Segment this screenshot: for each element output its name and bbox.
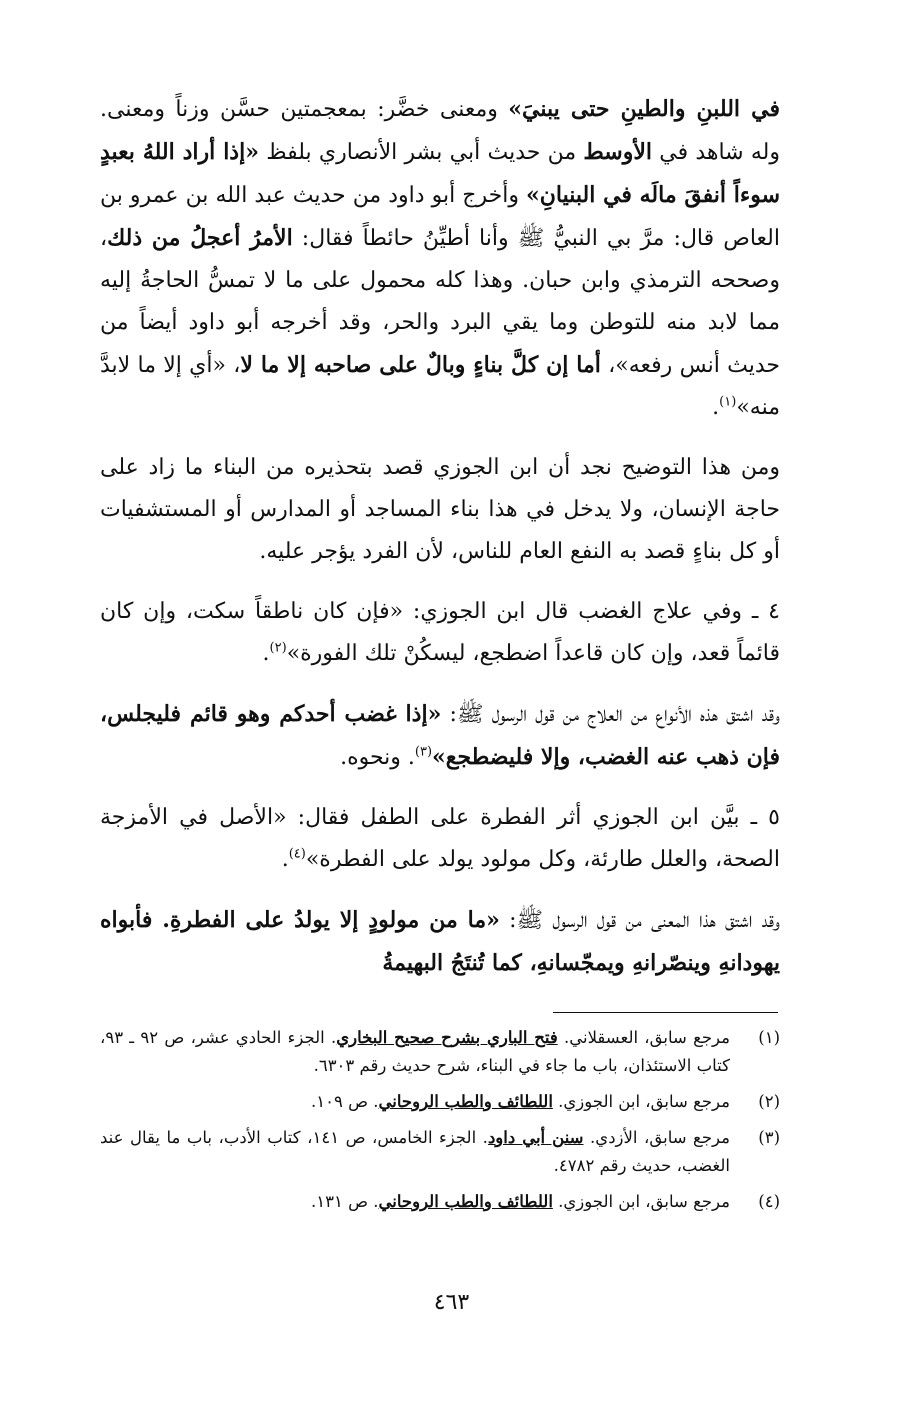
quoted-text: أما إن كلَّ بناءٍ وبالٌ على صاحبه إلا ما لا <box>240 352 601 378</box>
text-run: ٥ ـ بيَّن ابن الجوزي أثر الفطرة على الطفل فقال: «الأصل في الأمزجة الصحة، والعلل طارئة، وكل مولود يولد على الفطرة» <box>100 805 780 872</box>
text-run: ، «أي إلا ما لابدَّ منه» <box>100 353 780 420</box>
footnote-source-title: اللطائف والطب الروحاني <box>378 1192 553 1211</box>
body-text <box>100 88 780 1003</box>
footnote-separator <box>553 1012 778 1013</box>
footnotes <box>100 1024 780 1224</box>
text-run: . <box>281 847 289 872</box>
footnote-text: مرجع سابق، العسقلاني. فتح الباري بشرح صحيح البخاري. الجزء الحادي عشر، ص ٩٢ ـ ٩٣، كتاب الاستئذان، باب ما جاء في البناء، شرح حديث رقم ٦٣٠٣. <box>100 1028 730 1075</box>
footnote <box>100 1088 780 1116</box>
footnote-source-title: اللطائف والطب الروحاني <box>378 1092 553 1111</box>
quoted-text: في اللبنِ والطينِ حتى يبنيَ» <box>508 96 780 122</box>
text-run: وقد اشتق هذا المعنى من قول الرسول ﷺ: <box>499 908 780 933</box>
footnote-reference: (٤) <box>288 846 306 862</box>
footnote-number: (٤) <box>758 1192 780 1211</box>
footnote-reference: (٣) <box>414 744 433 760</box>
text-run: . ونحوه. <box>340 745 415 770</box>
text-run: ومعنى خضَّر: بمعجمتين حسَّن وزناً ومعنى. وله شاهد في <box>100 97 780 165</box>
footnote-number: (١) <box>758 1028 780 1047</box>
footnote <box>100 1188 780 1216</box>
footnote-text: مرجع سابق، الأزدي. سنن أبي داود. الجزء الخامس، ص ١٤١، كتاب الأدب، باب ما يقال عند الغضب، حديث رقم ٤٧٨٢. <box>100 1128 730 1175</box>
paragraph <box>100 797 780 881</box>
text-run: ٤ ـ وفي علاج الغضب قال ابن الجوزي: «فإن كان ناطقاً سكت، وإن كان قائماً قعد، وإن كان قاعداً اضطجع، ليسكُنْ تلك الفورة» <box>100 599 780 666</box>
footnote-number: (٢) <box>758 1092 780 1111</box>
paragraph <box>100 591 780 675</box>
text-run: ، وصححه الترمذي وابن حبان. وهذا كله محمول على ما لا تمسُّ الحاجةُ إليه مما لابد منه للتوطن وما يقي البرد والحر، وقد أخرجه أبو داود أيضاً من حديث أنس رفعه»، <box>100 226 781 378</box>
footnote <box>100 1024 780 1080</box>
text-run: . <box>712 395 720 420</box>
quoted-text: «إذا غضب أحدكم وهو قائم فليجلس، فإن ذهب عنه الغضب، وإلا فليضطجع» <box>100 701 780 770</box>
paragraph <box>100 88 780 429</box>
text-run: ومن هذا التوضيح نجد أن ابن الجوزي قصد بتحذيره من البناء ما زاد على حاجة الإنسان، ولا يدخل في هذا بناء المساجد أو المدارس أو المستشفيات أو كل بناءٍ قصد به النفع العام للناس، لأن الفرد يؤجر عليه. <box>100 455 780 564</box>
quoted-text: الأوسط <box>583 139 652 165</box>
paragraph <box>100 447 780 573</box>
paragraph <box>100 693 780 779</box>
footnote-number: (٣) <box>758 1128 780 1147</box>
text-run: وقد اشتق هذه الأنواع من العلاج من قول الرسول ﷺ: <box>441 702 780 727</box>
footnote-source-title: فتح الباري بشرح صحيح البخاري <box>336 1028 558 1047</box>
text-run: . <box>262 641 270 666</box>
footnote <box>100 1124 780 1180</box>
quoted-text: «إذا أراد اللهُ بعبدٍ سوءاً أنفقَ مالَه في البنيانِ» <box>100 139 781 208</box>
text-run: وأخرج أبو داود من حديث عبد الله بن عمرو بن العاص قال: مرَّ بي النبيُّ ﷺ وأنا أطيِّنُ حائطاً فقال: <box>100 183 780 251</box>
quoted-text: الأمرُ أعجلُ من ذلك <box>107 225 293 251</box>
page-number: ٤٦٣ <box>433 1290 470 1315</box>
footnote-source-title: سنن أبي داود <box>487 1128 584 1147</box>
paragraph <box>100 899 780 985</box>
footnote-text: مرجع سابق، ابن الجوزي. اللطائف والطب الروحاني. ص ١٣١. <box>311 1192 730 1211</box>
footnote-reference: (٢) <box>269 640 287 656</box>
quoted-text: «ما من مولودٍ إلا يولدُ على الفطرةِ. فأبواه يهودانهِ وينصّرانهِ ويمجّسانهِ، كما تُنتَجُ البهيمةُ <box>100 907 780 976</box>
footnote-reference: (١) <box>719 394 737 410</box>
text-run: من حديث أبي بشر الأنصاري بلفظ <box>258 140 584 165</box>
footnote-text: مرجع سابق، ابن الجوزي. اللطائف والطب الروحاني. ص ١٠٩. <box>311 1092 730 1111</box>
